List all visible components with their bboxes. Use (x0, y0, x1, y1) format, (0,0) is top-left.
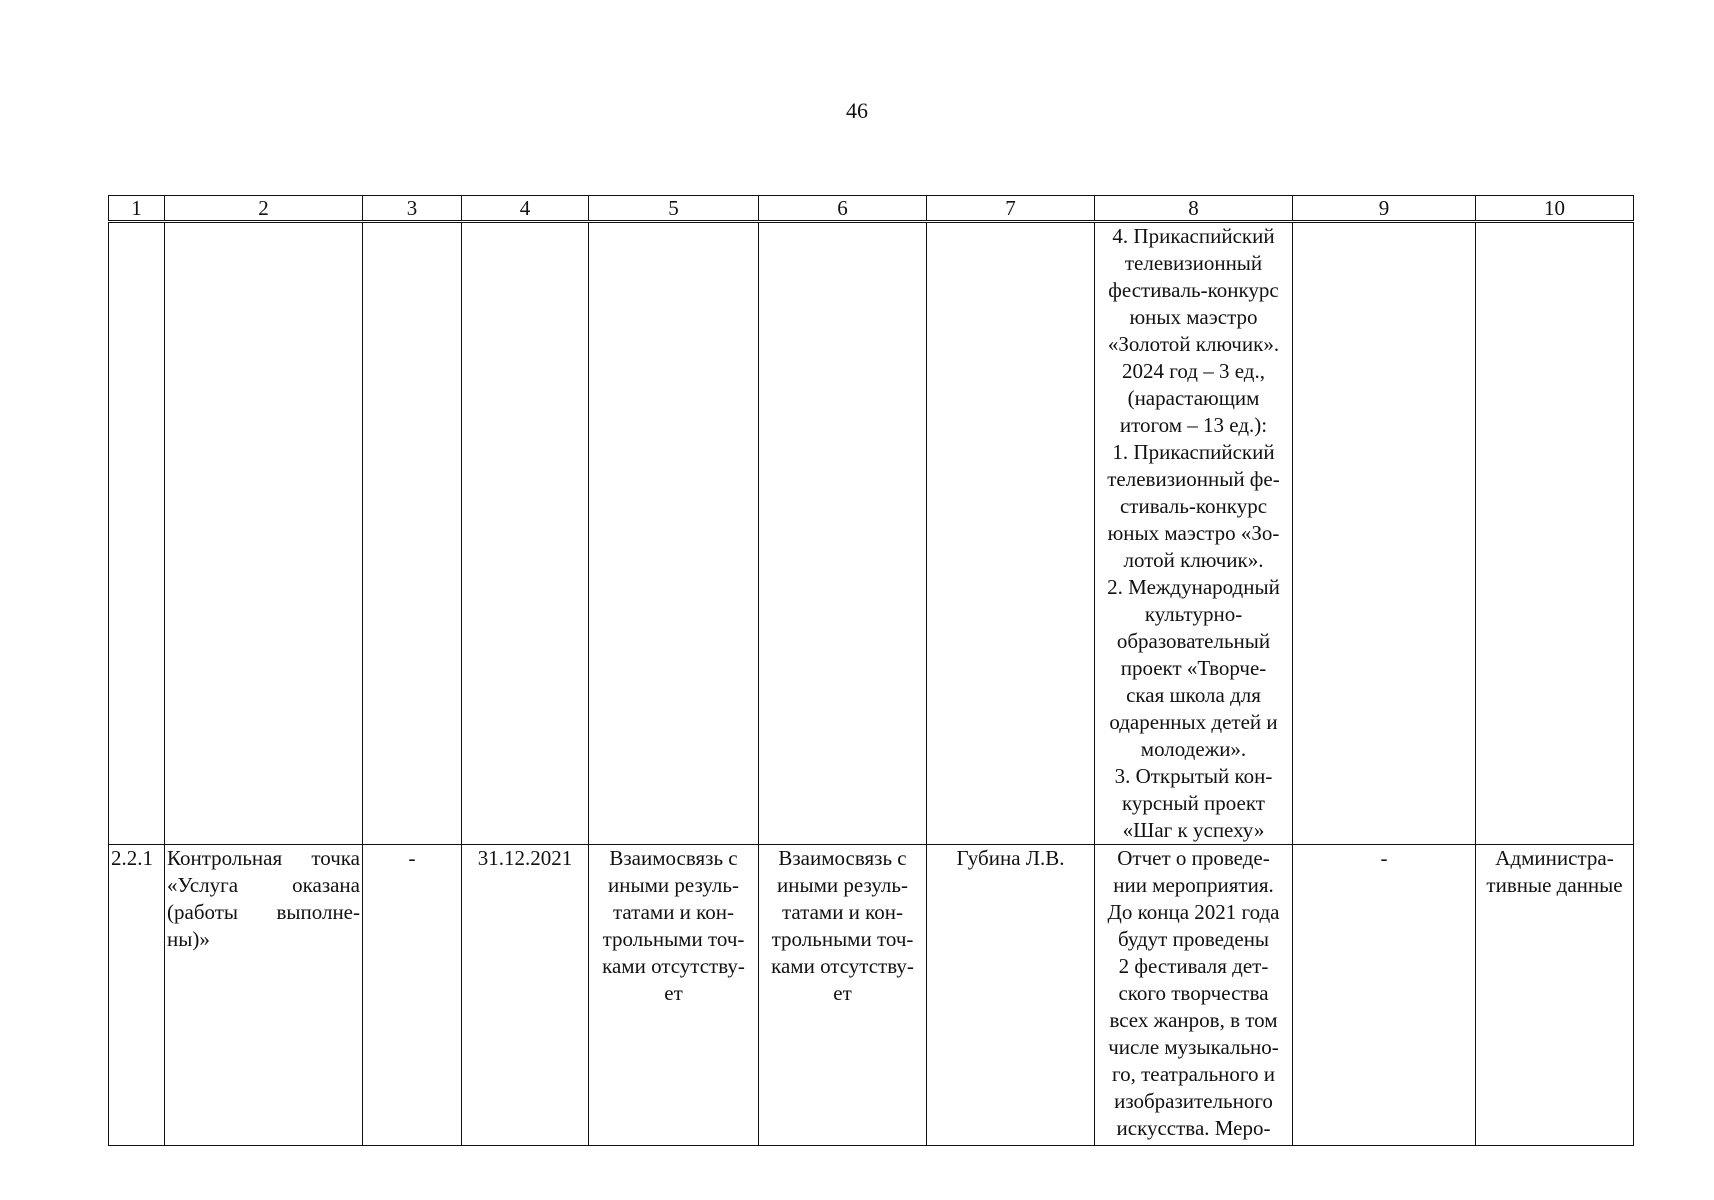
header-col-9: 9 (1293, 196, 1476, 222)
header-row (109, 196, 1634, 222)
cell-row-number: 2.2.1 (109, 845, 165, 1146)
header-col-10: 10 (1476, 196, 1634, 222)
cell-report: Отчет о проведе- нии мероприятия. До конца 2021 года будут проведены 2 фестиваля дет- ского творчества всех жанров, в том числе музыкально- го, театрального и изобразительного искусства. Меро- (1095, 845, 1293, 1146)
table-row-2-2-1 (109, 845, 1634, 1146)
cell-empty (1476, 222, 1634, 845)
cell-control-point (165, 845, 363, 1146)
cell-data-source: Администра- тивные данные (1476, 845, 1634, 1146)
header-col-3: 3 (363, 196, 462, 222)
control-point-line: Контрольная точка (167, 846, 360, 870)
cell-empty (589, 222, 759, 845)
header-col-4: 4 (462, 196, 589, 222)
cell-date: 31.12.2021 (462, 845, 589, 1146)
cell-dash: - (1293, 845, 1476, 1146)
header-col-1: 1 (109, 196, 165, 222)
cell-relationship: Взаимосвязь с иными резуль- татами и кон- трольными точ- ками отсутству- ет (589, 845, 759, 1146)
table-row-continuation (109, 222, 1634, 845)
cell-events-list: 4. Прикаспийский телевизионный фестиваль-конкурс юных маэстро «Золотой ключик». 2024 год – 3 ед., (нарастающим итогом – 13 ед.): 1. Прикаспийский телевизионный фе- стиваль-конкурс юных маэстро «Зо- лотой ключик». 2. Международный культурно- образовательный проект «Творче- ская школа для одаренных детей и молодежи». 3. Открытый кон- курсный проект «Шаг к успеху» (1095, 222, 1293, 845)
control-point-line: «Услуга оказана (167, 873, 360, 897)
cell-relationship: Взаимосвязь с иными резуль- татами и кон- трольными точ- ками отсутству- ет (759, 845, 927, 1146)
plan-table (108, 195, 1634, 1146)
control-point-line: ны)» (167, 927, 210, 951)
header-col-2: 2 (165, 196, 363, 222)
cell-empty (927, 222, 1095, 845)
header-col-5: 5 (589, 196, 759, 222)
cell-empty (759, 222, 927, 845)
cell-empty (165, 222, 363, 845)
cell-empty (109, 222, 165, 845)
header-col-7: 7 (927, 196, 1095, 222)
cell-empty (363, 222, 462, 845)
cell-empty (1293, 222, 1476, 845)
cell-dash: - (363, 845, 462, 1146)
cell-responsible: Губина Л.В. (927, 845, 1095, 1146)
page-number: 46 (846, 98, 868, 123)
header-col-8: 8 (1095, 196, 1293, 222)
cell-empty (462, 222, 589, 845)
control-point-line: (работы выполне- (167, 900, 360, 924)
header-col-6: 6 (759, 196, 927, 222)
